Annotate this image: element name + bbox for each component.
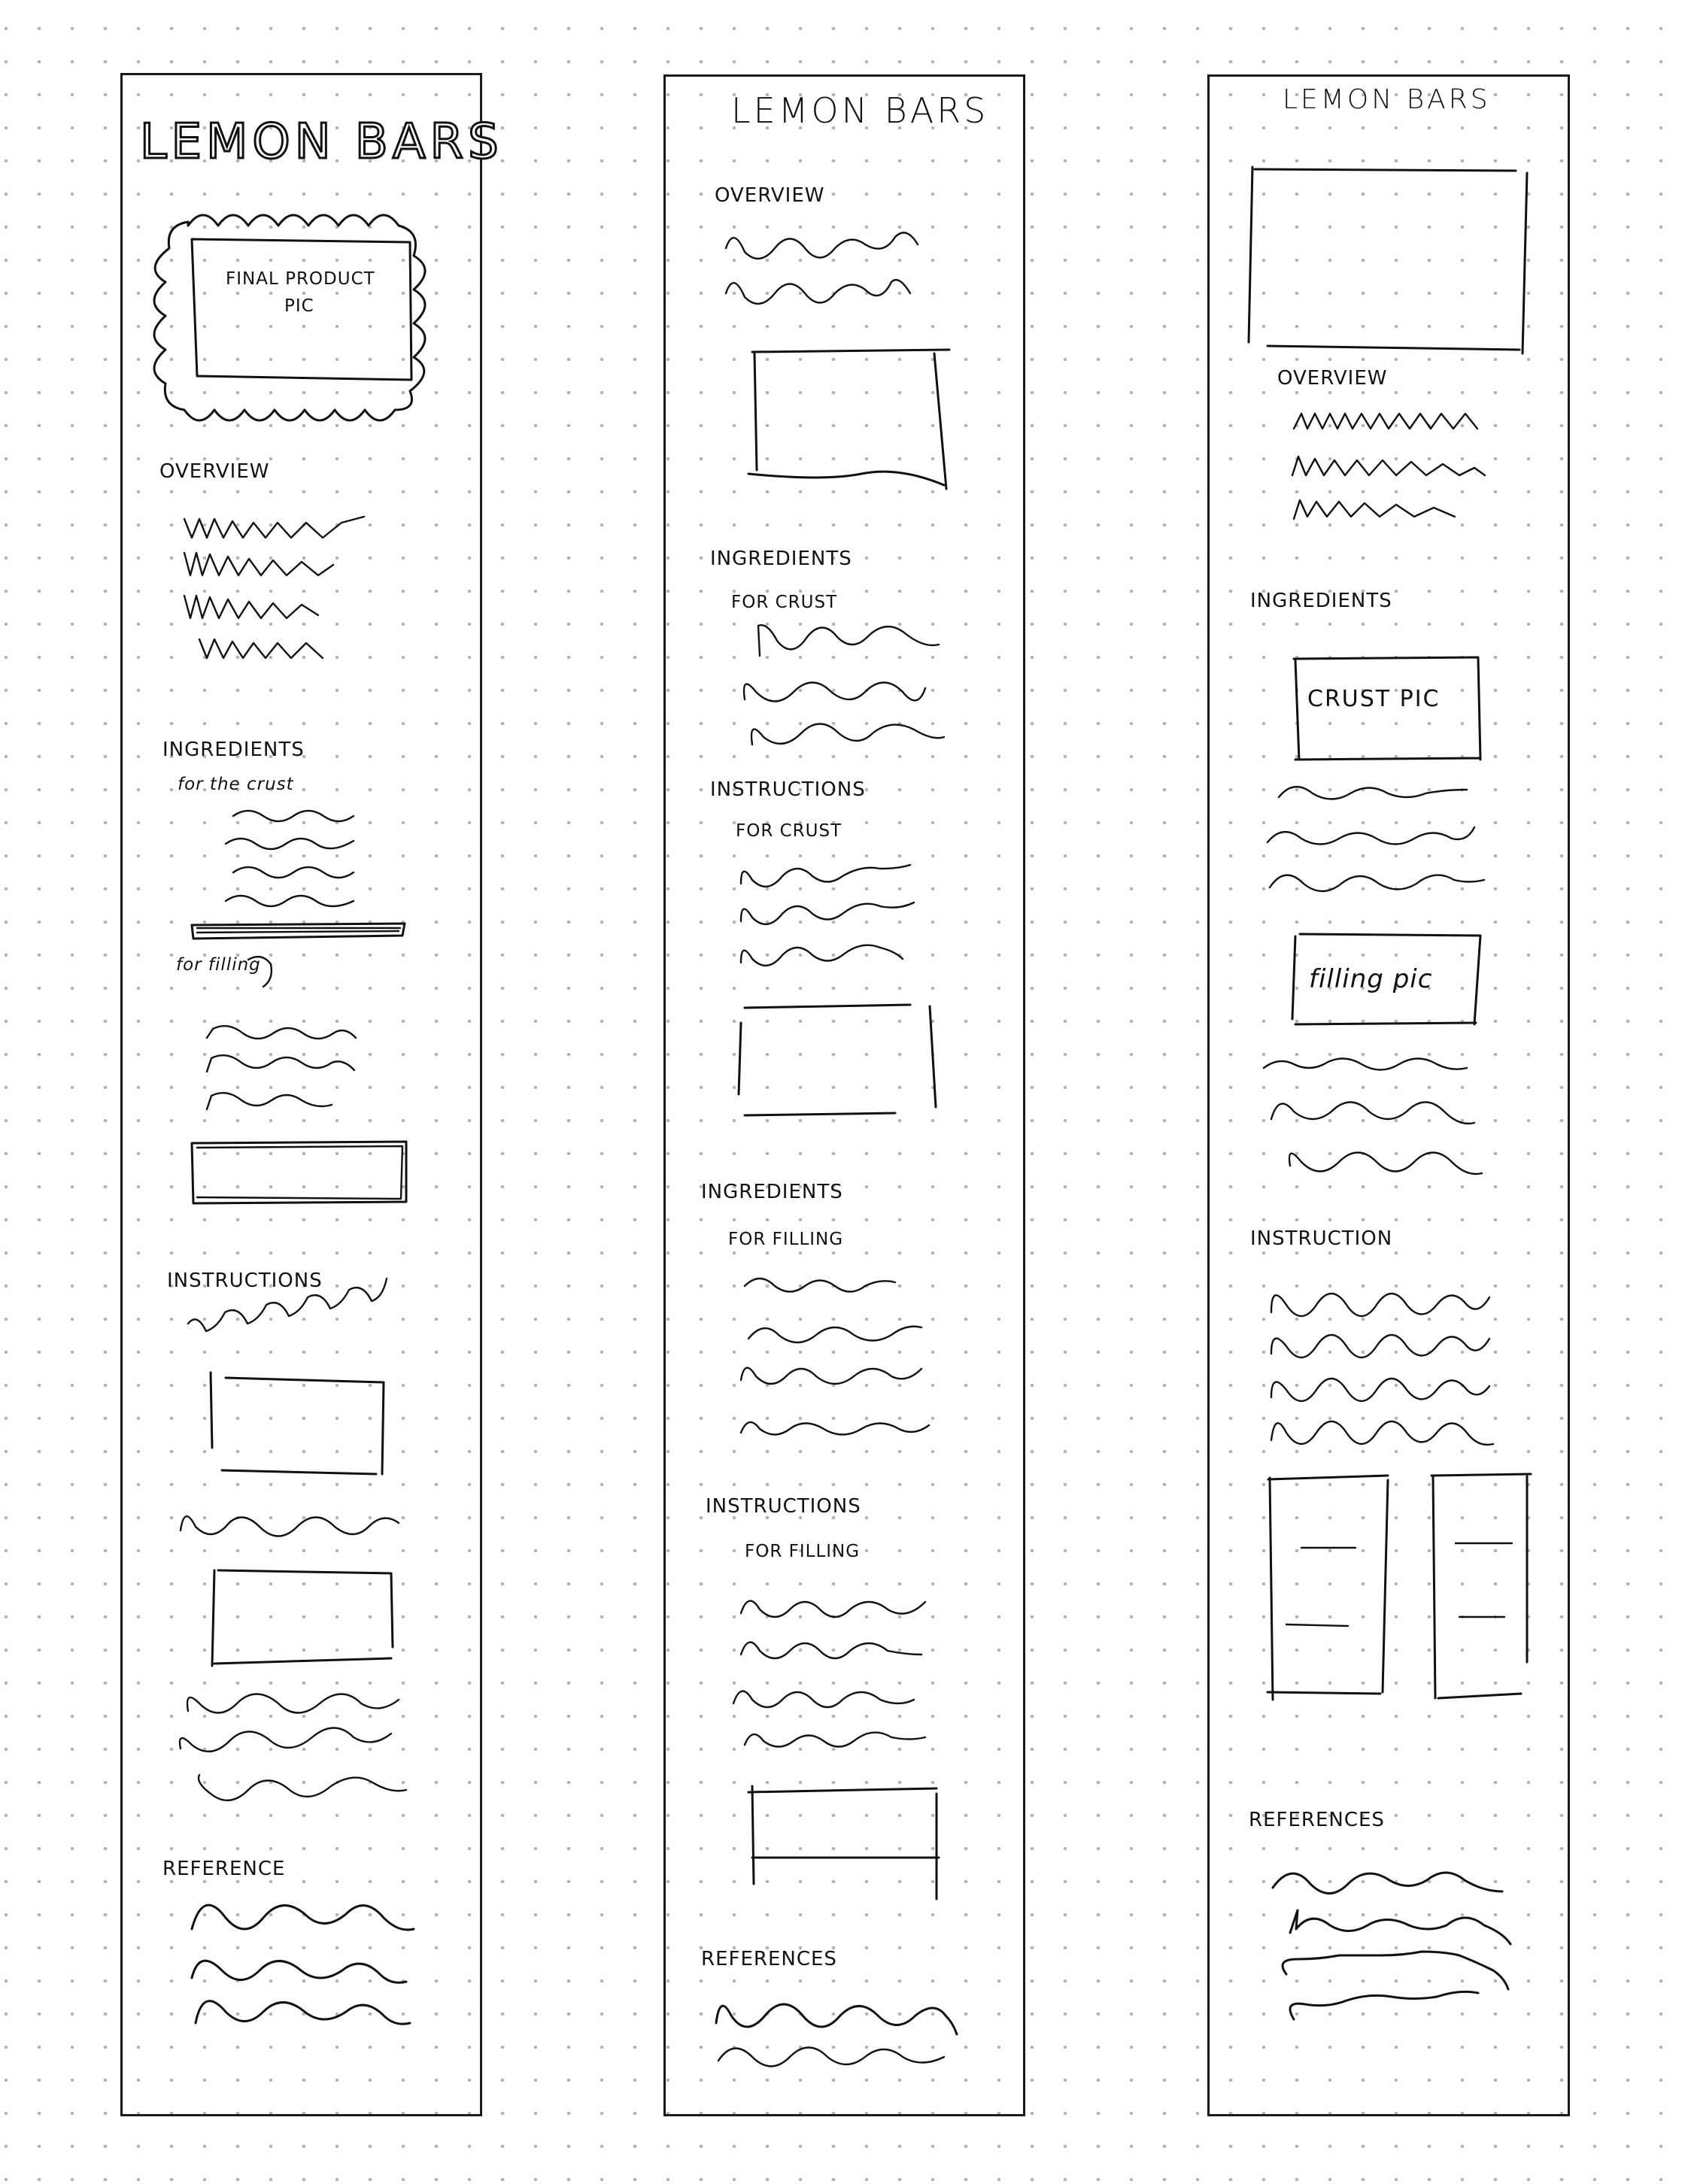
panel-2-ingredients-heading-1: INGREDIENTS <box>710 548 852 570</box>
panel-3-ingredients-heading: INGREDIENTS <box>1250 590 1392 612</box>
panel-2-references-heading: REFERENCES <box>701 1948 837 1970</box>
panel-2-for-filling-label-1: FOR FILLING <box>728 1230 844 1249</box>
panel-3-instruction-heading: INSTRUCTION <box>1250 1227 1393 1250</box>
panel-2-ingredients-heading-2: INGREDIENTS <box>701 1181 843 1203</box>
panel-1-instructions-heading: INSTRUCTIONS <box>167 1269 323 1292</box>
panel-3-title: LEMON BARS <box>1283 84 1491 115</box>
panel-1-reference-heading: REFERENCE <box>162 1858 286 1880</box>
panel-1-ingredients-heading: INGREDIENTS <box>162 739 305 761</box>
panel-2-title: LEMON BARS <box>731 90 989 131</box>
panel-1-image-label-2: PIC <box>284 296 314 316</box>
panel-2-instructions-heading-2: INSTRUCTIONS <box>706 1495 861 1518</box>
panel-1-for-crust-label: for the crust <box>178 775 294 794</box>
panel-1-for-filling-label: for filling <box>176 955 261 975</box>
panel-3-crust-pic-label: CRUST PIC <box>1307 686 1441 712</box>
panel-1-title: LEMON BARS <box>140 114 503 170</box>
panel-3-filling-pic-label: filling pic <box>1309 964 1433 994</box>
panel-3-overview-heading: OVERVIEW <box>1277 367 1388 390</box>
panel-2-for-filling-label-2: FOR FILLING <box>745 1542 861 1561</box>
panel-3-references-heading: REFERENCES <box>1249 1809 1385 1831</box>
panel-1-image-label-1: FINAL PRODUCT <box>226 269 375 289</box>
panel-2-for-crust-label-1: FOR CRUST <box>731 593 838 612</box>
panel-2-overview-heading: OVERVIEW <box>715 184 825 207</box>
panel-1-overview-heading: OVERVIEW <box>159 460 270 483</box>
panel-2-for-crust-label-2: FOR CRUST <box>736 821 842 841</box>
panel-2-instructions-heading-1: INSTRUCTIONS <box>710 778 866 801</box>
